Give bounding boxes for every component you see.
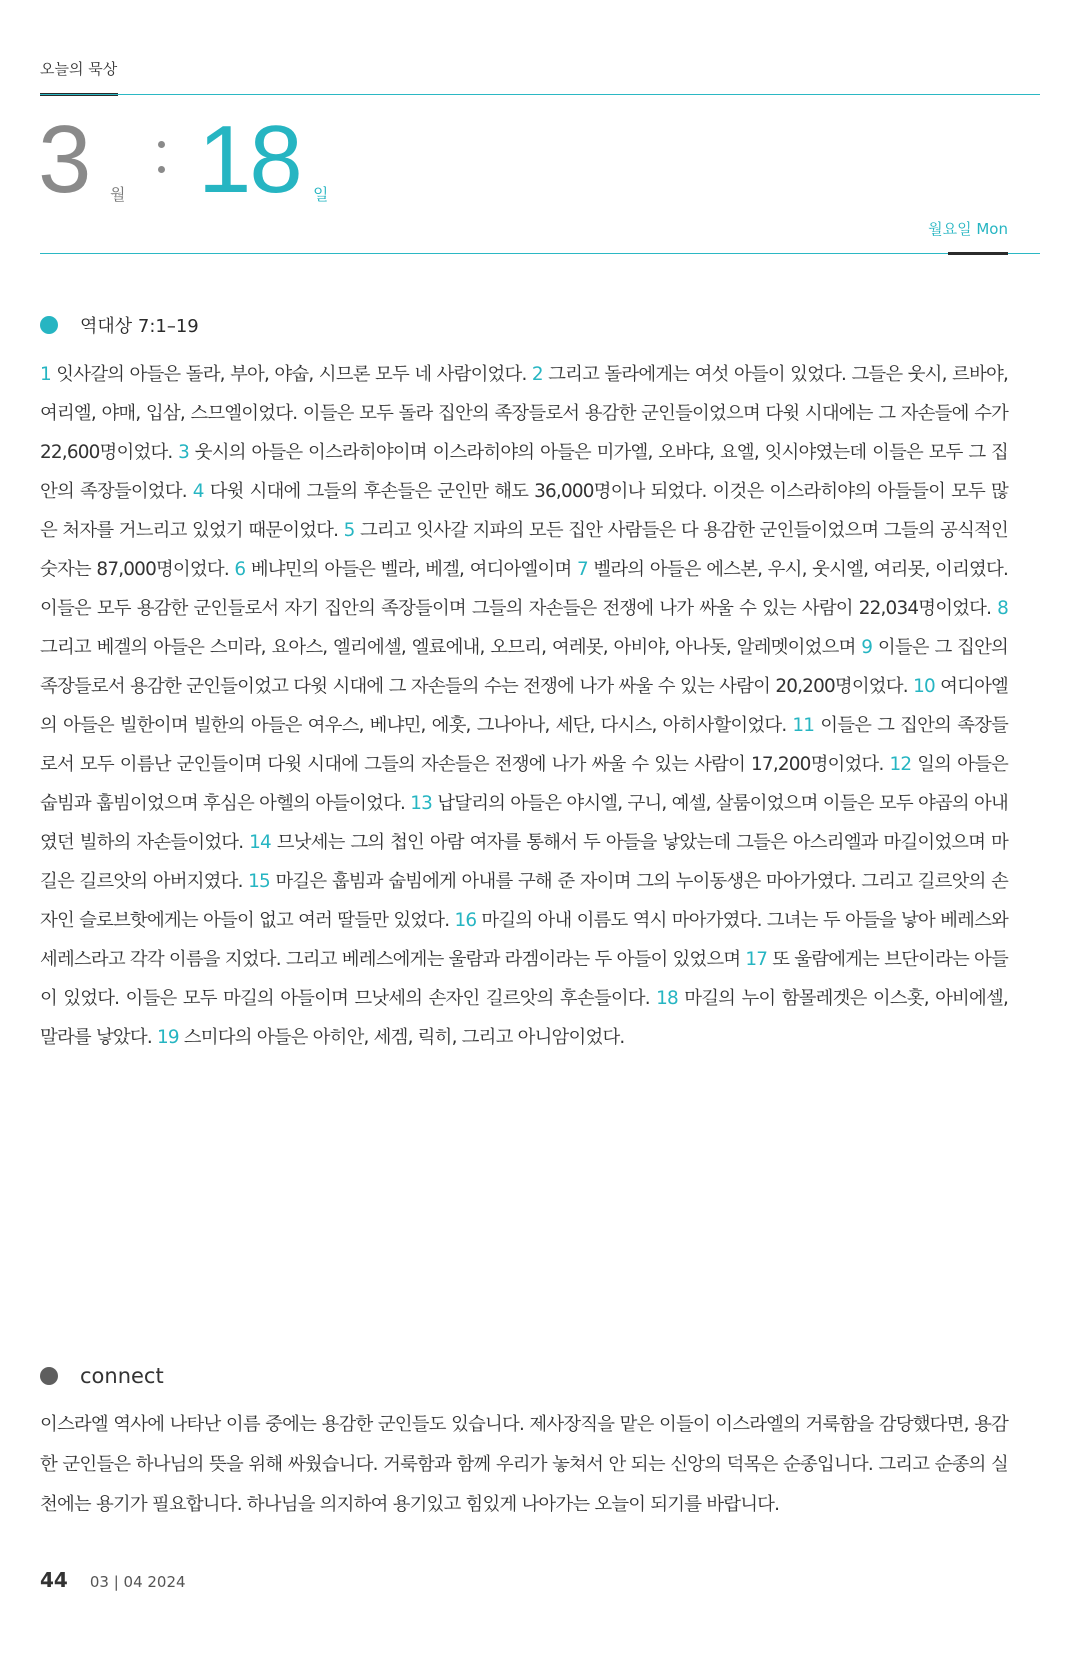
verse-number: 12	[889, 754, 912, 775]
issue-date: 03 | 04 2024	[89, 1573, 186, 1591]
date-separator-dot-bottom	[158, 166, 165, 173]
date-separator-dot-top	[158, 141, 165, 148]
day-unit: 일	[313, 185, 329, 204]
verse-number: 18	[656, 988, 678, 1009]
header-rule-top	[40, 94, 1040, 95]
verse-number: 13	[410, 793, 433, 814]
verse-number: 14	[249, 832, 271, 853]
verse-text: 납달리의 아들은 야시엘, 구니, 예셀, 살룸이었으며 이들은 모두 야곱의 아내였던 빌하의 자손들이었다.	[40, 793, 1008, 853]
verse-text: 잇사갈의 아들은 돌라, 부아, 야숩, 시므론 모두 네 사람이었다.	[50, 364, 532, 385]
header-rule-bottom	[40, 253, 1040, 254]
page-footer	[40, 1568, 186, 1592]
verse-text: 다윗 시대에 그들의 후손들은 군인만 해도 36,000명이나 되었다. 이것은 이스라히야의 아들들이 모두 많은 처자를 거느리고 있었기 때문이었다.	[40, 481, 1008, 541]
passage-text	[40, 355, 1008, 1057]
verse-number: 4	[192, 481, 204, 502]
verse-text: 베냐민의 아들은 벨라, 베겔, 여디아엘이며	[245, 559, 577, 580]
verse-text: 그리고 돌라에게는 여섯 아들이 있었다. 그들은 웃시, 르바야, 여리엘, 야매, 입삼, 스므엘이었다. 이들은 모두 돌라 집안의 족장들로서 용감한 군인들이었으며 다윗 시대에는 그 자손들에 수가 22,600명이었다.	[40, 364, 1008, 463]
verse-number: 1	[40, 364, 51, 385]
verse-text: 마길의 아내 이름도 역시 마아가였다. 그녀는 두 아들을 낳아 베레스와 세레스라고 각각 이름을 지었다. 그리고 베레스에게는 울람과 라겜이라는 두 아들이 있었으며	[40, 910, 1008, 970]
verse-text: 그리고 잇사갈 지파의 모든 집안 사람들은 다 용감한 군인들이었으며 그들의 공식적인 숫자는 87,000명이었다.	[40, 520, 1008, 580]
verse-number: 19	[156, 1027, 179, 1048]
verse-text: 일의 아들은 숩빔과 훕빔이었으며 후심은 아헬의 아들이었다.	[40, 754, 1008, 814]
verse-number: 10	[913, 676, 935, 697]
weekday-label: 월요일 Mon	[928, 220, 1008, 238]
verse-text: 이들은 그 집안의 족장들로서 모두 이름난 군인들이며 다윗 시대에 그들의 자손들은 전쟁에 나가 싸울 수 있는 사람이 17,200명이었다.	[40, 715, 1009, 775]
verse-text: 벨라의 아들은 에스본, 우시, 웃시엘, 여리못, 이리였다. 이들은 모두 용감한 군인들로서 자기 집안의 족장들이며 그들의 자손들은 전쟁에 나가 싸울 수 있는 사람이 22,034명이었다.	[40, 559, 1009, 619]
connect-title: connect	[80, 1364, 164, 1388]
verse-text: 그리고 베겔의 아들은 스미라, 요아스, 엘리에셀, 엘료에내, 오므리, 여레못, 아비야, 아나돗, 알레멧이었으며	[40, 637, 862, 658]
verse-number: 2	[531, 364, 543, 385]
passage-reference: 역대상 7:1–19	[80, 316, 199, 337]
verse-text: 웃시의 아들은 이스라히야이며 이스라히야의 아들은 미가엘, 오바댜, 요엘, 잇시야였는데 이들은 모두 그 집안의 족장들이었다.	[40, 442, 1008, 502]
verse-text: 스미다의 아들은 아히안, 세겜, 릭히, 그리고 아니암이었다.	[178, 1027, 625, 1048]
verse-number: 9	[861, 637, 873, 658]
day-number: 18	[198, 106, 301, 213]
section-label: 오늘의 묵상	[40, 60, 118, 78]
weekday-underline	[948, 252, 1008, 255]
bullet-dot-icon	[40, 316, 58, 334]
verse-number: 6	[234, 559, 246, 580]
page-number: 44	[40, 1568, 68, 1592]
connect-text: 이스라엘 역사에 나타난 이름 중에는 용감한 군인들도 있습니다. 제사장직을 맡은 이들이 이스라엘의 거룩함을 감당했다면, 용감한 군인들은 하나님의 뜻을 위해 싸웠습니다. 거룩함과 함께 우리가 놓쳐서 안 되는 신앙의 덕목은 순종입니다. 그리고 순종의 실천에는 용기가 필요합니다. 하나님을 의지하여 용기있고 힘있게 나아가는 오늘이 되기를 바랍니다.	[40, 1414, 1008, 1515]
verse-number: 8	[997, 598, 1008, 619]
verse-text: 므낫세는 그의 첩인 아람 여자를 통해서 두 아들을 낳았는데 그들은 아스리엘과 마길이었으며 마길은 길르앗의 아버지였다.	[40, 832, 1008, 892]
verse-number: 3	[178, 442, 190, 463]
verse-number: 17	[745, 949, 768, 970]
verse-number: 15	[248, 871, 270, 892]
connect-heading	[40, 1364, 164, 1388]
passage-heading	[40, 312, 199, 338]
verse-number: 7	[576, 559, 588, 580]
verse-text: 또 울람에게는 브단이라는 아들이 있었다. 이들은 모두 마길의 아들이며 므낫세의 손자인 길르앗의 후손들이다.	[40, 949, 1008, 1009]
verse-text: 이들은 그 집안의 족장들로서 용감한 군인들이었고 다윗 시대에 그 자손들의 수는 전쟁에 나가 싸울 수 있는 사람이 20,200명이었다.	[40, 637, 1008, 697]
verse-text: 여디아엘의 아들은 빌한이며 빌한의 아들은 여우스, 베냐민, 에훗, 그나아나, 세단, 다시스, 아히사할이었다.	[40, 676, 1008, 736]
verse-text: 마길은 훕빔과 숩빔에게 아내를 구해 준 자이며 그의 누이동생은 마아가였다. 그리고 길르앗의 손자인 슬로브핫에게는 아들이 없고 여러 딸들만 있었다.	[40, 871, 1008, 931]
verse-number: 11	[792, 715, 815, 736]
verse-text: 마길의 누이 함몰레겟은 이스홋, 아비에셀, 말라를 낳았다.	[40, 988, 1009, 1048]
month-number: 3	[38, 106, 92, 213]
bullet-dot-icon	[40, 1367, 58, 1385]
month-unit: 월	[110, 185, 126, 204]
verse-number: 5	[343, 520, 355, 541]
verse-number: 16	[454, 910, 477, 931]
